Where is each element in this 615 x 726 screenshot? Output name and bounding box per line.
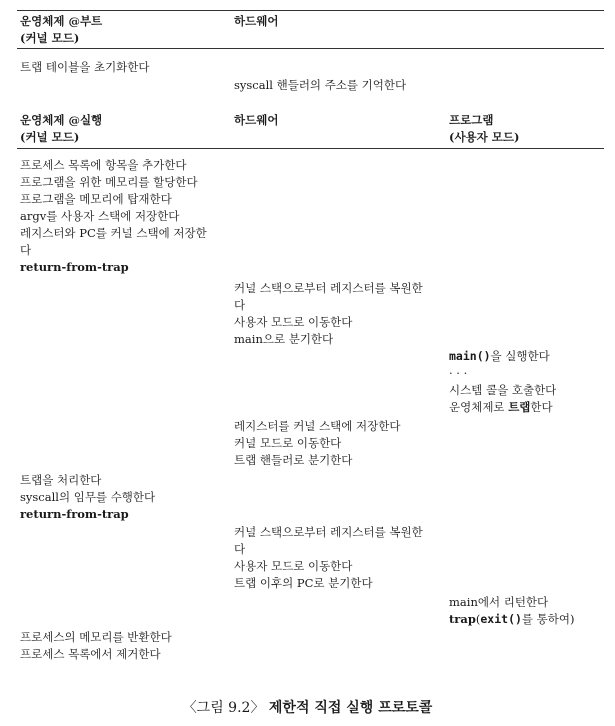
os-block-2 [20, 472, 155, 523]
hw-block-3-line: 다 [234, 542, 246, 556]
hw-block-1 [234, 280, 423, 348]
return-from-trap-label: return-from-trap [20, 507, 129, 521]
hw-block-2-line: 트랩 핸들러로 분기한다 [234, 453, 353, 467]
os-block-1-line: argv를 사용자 스택에 저장한다 [20, 209, 180, 223]
prog-return-line: main에서 리턴한다 [449, 595, 549, 609]
prog-block-1 [449, 348, 556, 416]
hw-block-1-line: 다 [234, 298, 246, 312]
prog-exit-paren: ( [475, 612, 481, 626]
hw-block-1-line: 커널 스택으로부터 레지스터를 복원한 [234, 281, 423, 295]
prog-trap-line [449, 399, 556, 416]
os-block-1 [20, 157, 207, 276]
run-os-header [20, 112, 102, 146]
os-block-1-line: 프로그램을 메모리에 탑재한다 [20, 192, 172, 206]
os-block-1-line: 다 [20, 243, 32, 257]
prog-trap-pre: 운영체제로 [449, 400, 509, 414]
prog-block-2 [449, 594, 575, 628]
hw-block-1-line: main으로 분기한다 [234, 332, 334, 346]
boot-header-rule [17, 48, 604, 49]
boot-os-header-line2: (커널 모드) [20, 31, 80, 45]
os-block-1-line: 프로세스 목록에 항목을 추가한다 [20, 158, 187, 172]
os-block-3 [20, 629, 172, 663]
run-header-rule [17, 148, 604, 149]
exit-function-label: exit() [480, 612, 522, 626]
figure-caption [0, 697, 615, 717]
boot-os-header-line1: 운영체제 @부트 [20, 14, 103, 28]
hw-block-2 [234, 418, 401, 469]
os-block-3-line: 프로세스 목록에서 제거한다 [20, 647, 161, 661]
top-rule [17, 10, 604, 11]
boot-hw-header: 하드웨어 [234, 14, 279, 28]
run-prog-header [449, 112, 519, 146]
boot-hw-step: syscall 핸들러의 주소를 기억한다 [234, 78, 407, 92]
hw-block-1-line: 사용자 모드로 이동한다 [234, 315, 353, 329]
prog-main-line [449, 348, 556, 365]
run-os-header-line2: (커널 모드) [20, 130, 80, 144]
return-from-trap-label: return-from-trap [20, 260, 129, 274]
run-prog-header-line2: (사용자 모드) [449, 130, 520, 144]
prog-block-1-line: 시스템 콜을 호출한다 [449, 383, 557, 397]
run-os-header-line1: 운영체제 @실행 [20, 113, 103, 127]
hw-block-2-line: 커널 모드로 이동한다 [234, 436, 342, 450]
hw-block-3-line: 사용자 모드로 이동한다 [234, 559, 353, 573]
hw-block-2-line: 레지스터를 커널 스택에 저장한다 [234, 419, 401, 433]
main-function-label: main() [449, 349, 491, 363]
main-run-text: 을 실행한다 [490, 349, 550, 363]
prog-block-1-line: · · · [449, 366, 468, 380]
os-block-1-line: 레지스터와 PC를 커널 스택에 저장한 [20, 226, 207, 240]
prog-exit-rest: 를 통하여) [521, 612, 575, 626]
prog-trap-bold: 트랩 [508, 400, 531, 414]
figure-title: 제한적 직접 실행 프로토콜 [268, 700, 433, 716]
prog-trap-post: 한다 [530, 400, 553, 414]
os-block-2-line: syscall의 임무를 수행한다 [20, 490, 156, 504]
hw-block-3 [234, 524, 423, 592]
os-block-1-line: 프로그램을 위한 메모리를 할당한다 [20, 175, 198, 189]
prog-exit-trap: trap [449, 612, 476, 626]
hw-block-3-line: 트랩 이후의 PC로 분기한다 [234, 576, 373, 590]
hw-block-3-line: 커널 스택으로부터 레지스터를 복원한 [234, 525, 423, 539]
os-block-3-line: 프로세스의 메모리를 반환한다 [20, 630, 172, 644]
os-block-2-line: 트랩을 처리한다 [20, 473, 102, 487]
run-prog-header-line1: 프로그램 [449, 113, 494, 127]
figure-number: 〈그림 9.2〉 [182, 700, 265, 716]
boot-os-header [20, 13, 102, 47]
run-hw-header: 하드웨어 [234, 113, 279, 127]
prog-exit-line [449, 611, 575, 628]
boot-os-step: 트랩 테이블을 초기화한다 [20, 60, 150, 74]
